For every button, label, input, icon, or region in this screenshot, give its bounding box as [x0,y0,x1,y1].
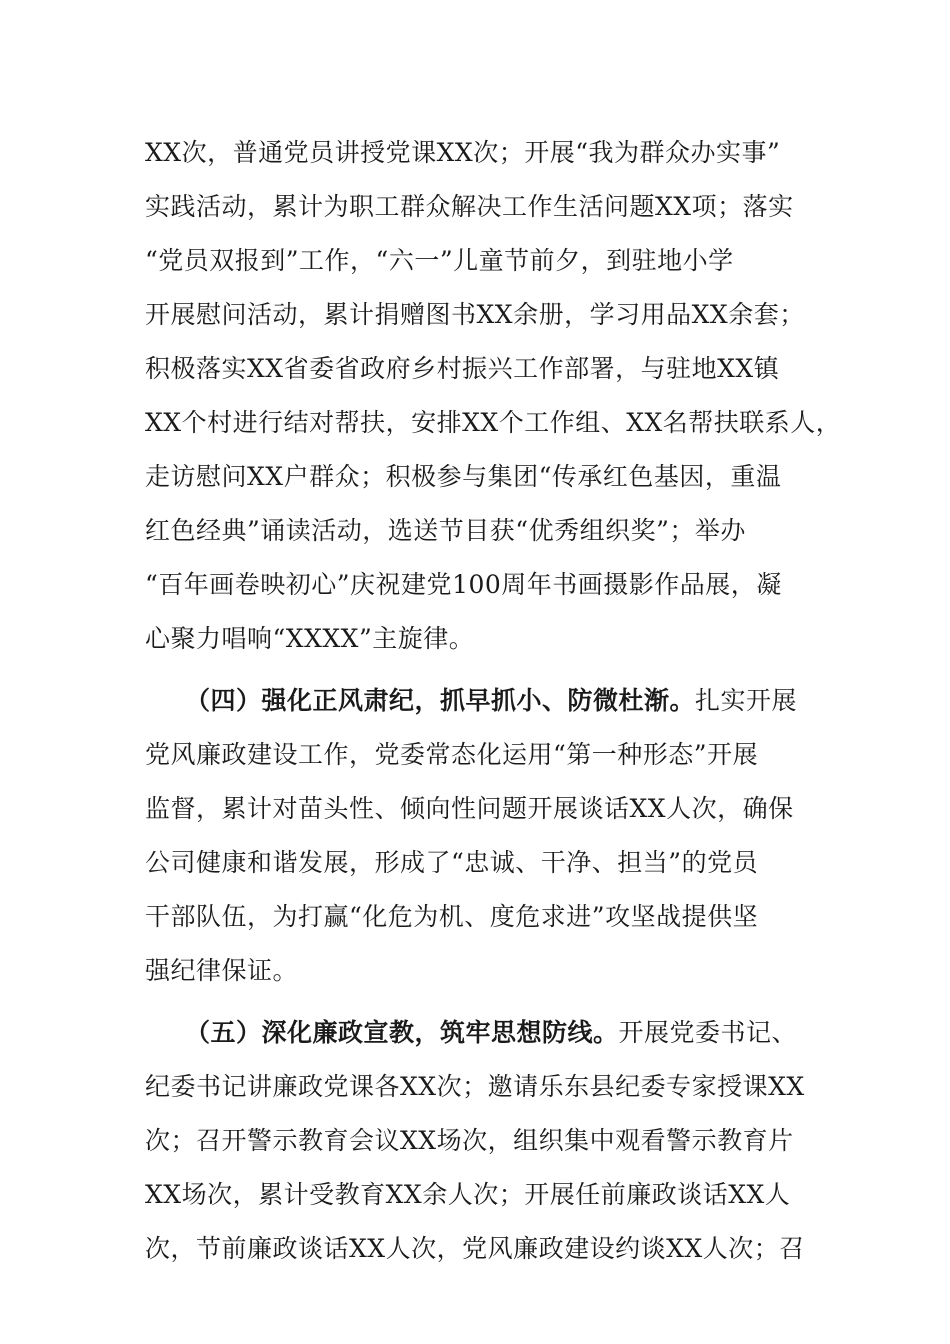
text-line: 干部队伍，为打赢“化危为机、度危求进”攻坚战提供坚 [145,902,759,931]
paragraph-first-line [145,674,825,728]
text-line: 纪委书记讲廉政党课各XX次；邀请乐东县纪委专家授课XX [145,1072,805,1101]
text-line: “党员双报到”工作，“六一”儿童节前夕，到驻地小学 [145,246,734,275]
text-run: 开展党委书记、 [618,1018,798,1047]
text-line: 公司健康和谐发展，形成了“忠诚、干净、担当”的党员 [145,848,759,877]
text-line: 积极落实XX省委省政府乡村振兴工作部署，与驻地XX镇 [145,354,780,383]
text-line: 党风廉政建设工作，党委常态化运用“第一种形态”开展 [145,740,759,769]
paragraph-1 [145,126,842,666]
paragraph-gap [145,666,825,674]
text-line: 强纪律保证。 [145,956,299,985]
text-line: 次；召开警示教育会议XX场次，组织集中观看警示教育片 [145,1126,794,1155]
text-line: XX个村进行结对帮扶，安排XX个工作组、XX名帮扶联系人， [145,408,842,437]
text-line: XX场次，累计受教育XX余人次；开展任前廉政谈话XX人 [145,1180,791,1209]
text-line: XX次，普通党员讲授党课XX次；开展“我为群众办实事” [145,138,781,167]
paragraph-2 [145,674,825,998]
paragraph-3 [145,1006,825,1276]
text-line: 监督，累计对苗头性、倾向性问题开展谈话XX人次，确保 [145,794,794,823]
text-line: 实践活动，累计为职工群众解决工作生活问题XX项；落实 [145,192,794,221]
paragraph-first-line [145,1006,825,1060]
text-line: 开展慰问活动，累计捐赠图书XX余册，学习用品XX余套； [145,300,805,329]
paragraph-gap [145,998,825,1006]
text-line: “百年画卷映初心”庆祝建党100周年书画摄影作品展，凝 [145,570,782,599]
text-run: 扎实开展 [695,686,798,715]
text-line: 红色经典”诵读活动，选送节目获“优秀组织奖”；举办 [145,516,746,545]
document-body [145,126,842,1276]
text-line: 次，节前廉政谈话XX人次，党风廉政建设约谈XX人次；召 [145,1234,805,1263]
section-heading: （五）深化廉政宣教，筑牢思想防线。 [185,1018,619,1047]
text-line: 心聚力唱响“XXXX”主旋律。 [145,624,475,653]
section-heading: （四）强化正风肃纪，抓早抓小、防微杜渐。 [185,686,696,715]
text-line: 走访慰问XX户群众；积极参与集团“传承红色基因，重温 [145,462,782,491]
